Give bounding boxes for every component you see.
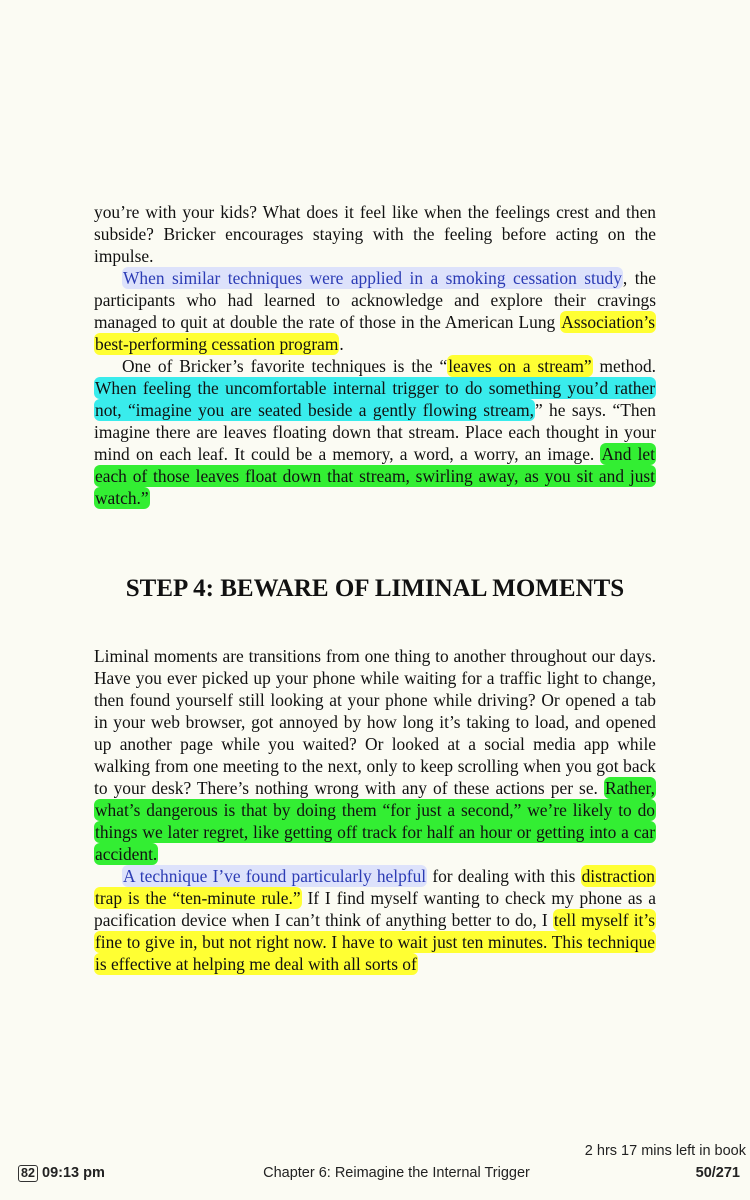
paragraph-text: If I find myself wanting to check my phone as a pacification device when I can’t think of anything better to do, I	[94, 888, 656, 930]
paragraph	[94, 645, 656, 865]
paragraph-text: , the participants who had learned to acknowledge and explore their cravings managed to quit at double the rate of those in the American Lung	[94, 268, 656, 332]
battery-icon: 82	[18, 1165, 38, 1182]
highlight-yellow[interactable]: Association’s best-performing cessation program	[95, 312, 655, 354]
reader-status-bar	[0, 1140, 750, 1200]
highlight-green[interactable]: And let each of those leaves float down that stream, swirling away, as you sit and just watch.”	[95, 444, 655, 508]
highlight-cyan[interactable]: When feeling the uncomfortable internal trigger to do something you’d rather not, “imagine you are seated beside a gently flowing stream,	[95, 378, 655, 420]
time-left-in-book: 2 hrs 17 mins left in book	[584, 1143, 746, 1159]
paragraph-text: method.	[592, 356, 656, 376]
paragraph-text: ” he says. “Then imagine there are leaves floating down that stream. Place each thought in your mind on each leaf. It could be a memory, a word, a worry, an image.	[94, 400, 656, 464]
highlight-blue[interactable]: A technique I’ve found particularly helpful	[123, 866, 427, 886]
paragraph	[94, 201, 656, 267]
paragraph-text: for dealing with this	[427, 866, 581, 886]
clock: 09:13 pm	[42, 1165, 105, 1181]
highlight-blue[interactable]: When similar techniques were applied in a smoking cessation study	[123, 268, 622, 288]
chapter-title[interactable]: Chapter 6: Reimagine the Internal Trigger	[263, 1165, 530, 1181]
section-heading: STEP 4: BEWARE OF LIMINAL MOMENTS	[125, 575, 625, 602]
highlight-yellow[interactable]: distraction trap is the “ten-minute rule.”	[95, 866, 655, 908]
highlight-yellow[interactable]: leaves on a stream”	[448, 356, 592, 376]
section-after-heading	[94, 645, 656, 975]
paragraph	[94, 865, 656, 975]
paragraph-text: .	[339, 334, 344, 354]
paragraph-text: One of Bricker’s favorite techniques is the “	[122, 356, 448, 376]
highlight-yellow[interactable]: tell myself it’s fine to give in, but not right now. I have to wait just ten minutes. This technique is effective at helping me deal with all sorts of	[95, 910, 655, 974]
paragraph	[94, 355, 656, 509]
page-counter[interactable]: 50/271	[695, 1165, 740, 1181]
highlight-green[interactable]: Rather, what’s dangerous is that by doing them “for just a second,” we’re likely to do things we later regret, like getting off track for half an hour or getting into a car accident.	[95, 778, 655, 864]
section-before-heading	[94, 201, 656, 509]
paragraph	[94, 267, 656, 355]
paragraph-text: Liminal moments are transitions from one thing to another throughout our days. Have you ever picked up your phone while waiting for a traffic light to change, then found yourself still looking at your phone while driving? Or opened a tab in your web browser, got annoyed by how long it’s taking to load, and opened up another page while you waited? Or looked at a social media app while walking from one meeting to the next, only to keep scrolling when you got back to your desk? There’s nothing wrong with any of these actions per se.	[94, 646, 656, 798]
paragraph-text: you’re with your kids? What does it feel like when the feelings crest and then subside? Bricker encourages staying with the feeling before acting on the impulse.	[94, 202, 656, 266]
